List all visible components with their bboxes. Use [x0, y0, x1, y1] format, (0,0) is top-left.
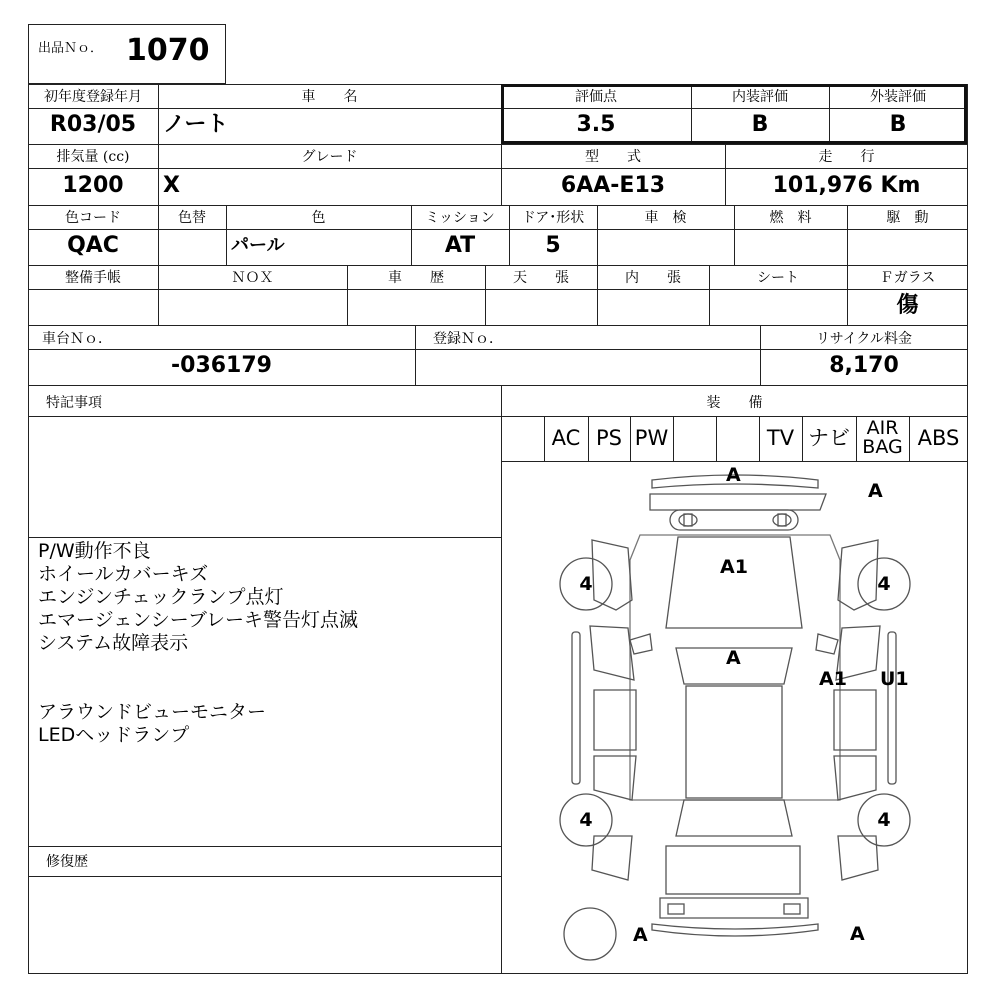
- note-line: システム故障表示: [38, 632, 189, 654]
- repaint-label: 色替: [178, 210, 206, 226]
- equipment-item-navi: ナビ: [808, 426, 850, 450]
- exterior-value: B: [889, 112, 907, 137]
- nox-label: ＮＯＸ: [231, 270, 274, 286]
- damage-right-side-rear: A1: [819, 668, 847, 690]
- fuel-label: 燃 料: [769, 210, 812, 226]
- color-label: 色: [311, 210, 326, 226]
- model-value: 6AA-E13: [560, 173, 666, 198]
- displacement-label: 排気量 (cc): [56, 149, 130, 165]
- chassis-label: 車台Ｎｏ．: [42, 331, 112, 347]
- note-line: エマージェンシーブレーキ警告灯点滅: [38, 609, 359, 631]
- equipment-item-ac: AC: [551, 426, 581, 450]
- door-value: 5: [545, 233, 561, 258]
- mission-value: AT: [444, 233, 476, 258]
- equipment-item-tv: TV: [766, 426, 795, 450]
- score-value: 3.5: [576, 112, 616, 137]
- note-line: エンジンチェックランプ点灯: [38, 586, 284, 608]
- mileage-value: 101,976 Km: [772, 173, 921, 198]
- first-reg-label: 初年度登録年月: [44, 89, 142, 105]
- door-label: ドア･形状: [521, 210, 585, 226]
- car-name-label: 車 名: [301, 89, 358, 105]
- damage-rear-right: A: [850, 923, 865, 945]
- damage-rear-left: A: [633, 924, 648, 946]
- recycle-value: 8,170: [829, 353, 899, 378]
- seat-label: シート: [757, 270, 799, 286]
- equipment-item-pw: PW: [634, 426, 669, 450]
- equipment-label: 装 備: [706, 395, 763, 411]
- color-value: パール: [231, 235, 285, 256]
- interior-value: B: [751, 112, 769, 137]
- equipment-item-ps: PS: [596, 426, 622, 450]
- damage-right-side-edge: U1: [880, 668, 909, 690]
- service-label: 整備手帳: [65, 270, 121, 286]
- repair-label: 修復歴: [46, 854, 88, 870]
- grade-label: グレード: [301, 149, 358, 165]
- exterior-label: 外装評価: [870, 89, 926, 105]
- inspection-label: 車 検: [644, 210, 687, 226]
- mission-label: ミッション: [425, 210, 495, 226]
- roof-lining-label: 天 張: [513, 270, 569, 286]
- color-code-value: QAC: [67, 233, 119, 258]
- model-label: 型 式: [585, 149, 641, 165]
- note-line: アラウンドビューモニター: [38, 701, 267, 723]
- note-line: P/W動作不良: [38, 540, 151, 562]
- damage-roof: A: [726, 647, 741, 669]
- damage-front-right-corner: A: [868, 480, 883, 502]
- history-label: 車 歴: [388, 270, 444, 286]
- note-line: LEDヘッドランプ: [38, 724, 190, 746]
- notes-label: 特記事項: [46, 395, 102, 411]
- front-glass-value: 傷: [896, 293, 919, 318]
- note-line: ホイールカバーキズ: [38, 563, 209, 585]
- car-name-value: ノート: [163, 112, 229, 137]
- first-reg-value: R03/05: [49, 112, 137, 137]
- tire-rear-left: 4: [579, 809, 593, 831]
- damage-hood: A1: [720, 556, 748, 578]
- displacement-value: 1200: [62, 173, 124, 198]
- recycle-label: リサイクル料金: [815, 331, 913, 347]
- interior-label: 内装評価: [732, 89, 788, 105]
- tire-front-left: 4: [579, 573, 593, 595]
- lot-number-label: 出品Ｎｏ．: [38, 41, 104, 56]
- lot-number: 1070: [126, 33, 210, 68]
- grade-value: X: [163, 173, 180, 198]
- front-glass-label: Ｆガラス: [879, 270, 936, 286]
- score-label: 評価点: [575, 89, 617, 105]
- damage-front-bumper: A: [726, 464, 741, 486]
- reg-no-label: 登録Ｎｏ．: [433, 331, 503, 347]
- tire-front-right: 4: [877, 573, 891, 595]
- inner-lining-label: 内 張: [625, 270, 681, 286]
- drive-label: 駆 動: [886, 210, 929, 226]
- color-code-label: 色コード: [65, 210, 121, 226]
- mileage-label: 走 行: [818, 149, 875, 165]
- chassis-value: -036179: [171, 353, 272, 378]
- equipment-item-abs: ABS: [917, 426, 960, 450]
- tire-rear-right: 4: [877, 809, 891, 831]
- equipment-item-airbag: AIR BAG: [862, 417, 903, 458]
